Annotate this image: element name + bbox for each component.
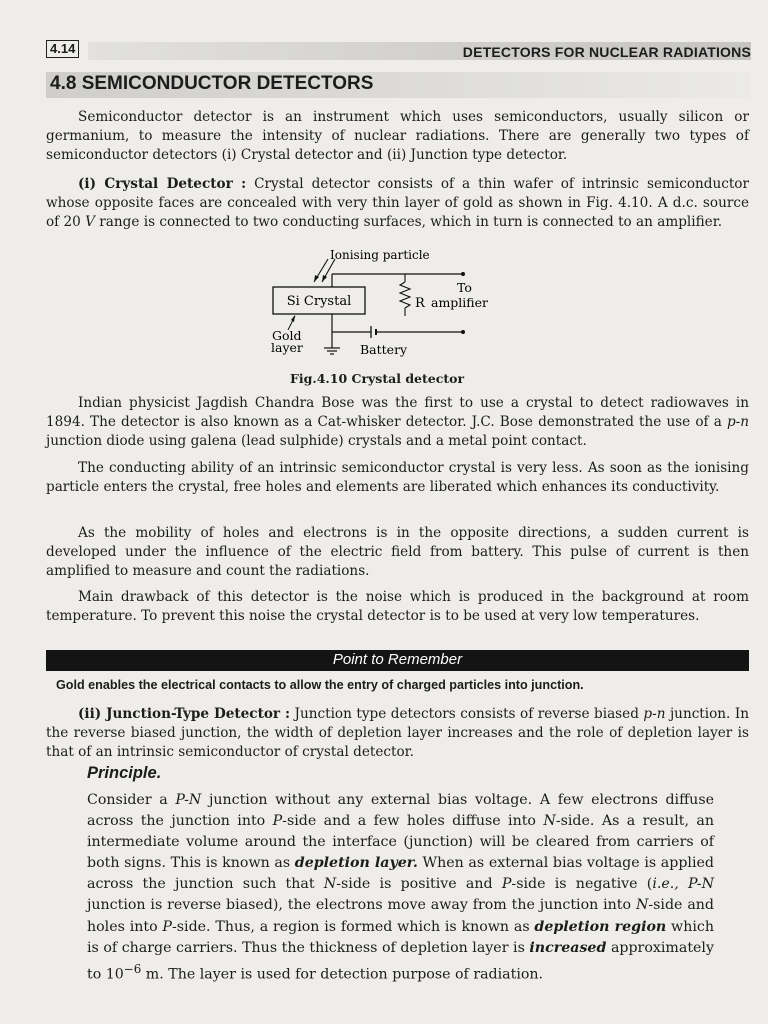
bose-paragraph [46, 394, 749, 451]
principle-text: approximately to 10 [87, 939, 714, 983]
principle-italic: i.e., P-N [652, 876, 714, 893]
crystal-text-1: Crystal detector consists of a thin wafer of intrinsic semiconductor whose opposite faces are concealed with very thin layer of gold as shown in Fig. 4.10. A d.c. source of 20 [46, 176, 749, 230]
principle-text: -side is positive and [336, 876, 502, 893]
principle-text: -side. Thus, a region is formed which is known as [171, 918, 535, 935]
bose-text-1: Indian physicist Jagdish Chandra Bose was the first to use a crystal to detect radiowaves in 1894. The detector is also known as a Cat-whisker detector. J.C. Bose demonstrated the use of a [46, 395, 749, 430]
crystal-voltage-symbol: V [85, 214, 95, 230]
conducting-paragraph [46, 459, 749, 497]
crystal-detector-figure [260, 244, 510, 374]
principle-heading: Principle. [87, 764, 162, 782]
page-header [46, 40, 751, 64]
intro-text: Semiconductor detector is an instrument which uses semiconductors, usually silicon or germanium, to measure the intensity of nuclear radiations. There are generally two types of semiconductor detectors (i) Crystal detector and (ii) Junction type detector. [46, 109, 749, 163]
point-to-remember-title: Point to Remember [332, 651, 463, 668]
circuit-diagram [260, 244, 510, 374]
principle-text: When as external bias voltage is applied across the junction such that [87, 855, 714, 893]
principle-text: junction without any external bias voltage. A few electrons diffuse across the junction into [87, 792, 714, 830]
junction-text-1: Junction type detectors consists of reverse biased [290, 706, 644, 722]
point-to-remember-bar [46, 650, 749, 671]
mobility-text: As the mobility of holes and electrons is in the opposite directions, a sudden current is developed under the influence of the electric field from battery. This pulse of current is then amplified to measure and count the radiations. [46, 525, 749, 579]
point-to-remember-text: Gold enables the electrical contacts to allow the entry of charged particles into junction. [56, 678, 584, 692]
principle-text: -side. As a result, an intermediate volume around the interface (junction) will be cleared from carriers of both signs. This is known as [87, 813, 714, 872]
conducting-text: The conducting ability of an intrinsic semiconductor crystal is very less. As soon as the ionising particle enters the crystal, free holes and elements are liberated which enhances its conductivity. [46, 460, 749, 495]
exponent: −6 [123, 961, 142, 976]
junction-detector-paragraph [46, 705, 749, 762]
resistor-icon [400, 282, 410, 308]
depletion-region-term: depletion region [534, 918, 667, 935]
principle-text: -side and a few holes diffuse into [282, 813, 544, 830]
crystal-text-2: range is connected to two conducting surfaces, which in turn is connected to an amplifier. [94, 214, 723, 230]
ionising-particle-label: Ionising particle [330, 248, 430, 262]
depletion-layer-term: depletion layer. [294, 855, 418, 872]
principle-italic: P [162, 918, 172, 935]
increased-term: increased [529, 939, 607, 956]
figure-caption: Fig.4.10 Crystal detector [290, 371, 465, 386]
principle-italic: P [272, 813, 283, 830]
principle-italic: P-N [175, 792, 202, 808]
principle-italic: N [323, 876, 337, 893]
principle-paragraph [87, 790, 714, 986]
page-number: 4.14 [46, 40, 79, 58]
resistor-label: R [415, 296, 425, 311]
crystal-detector-heading: (i) Crystal Detector : [78, 176, 247, 192]
principle-text: which is of charge carriers. Thus the thickness of depletion layer is [87, 918, 714, 956]
principle-italic: P [501, 876, 512, 893]
junction-pn: p-n [643, 706, 666, 722]
mobility-paragraph [46, 524, 749, 581]
drawback-paragraph [46, 588, 749, 626]
layer-label: layer [271, 340, 303, 355]
junction-text-2: junction. In the reverse biased junction, the width of depletion layer increases and the role of depletion layer is that of an intrinsic semiconductor of crystal detector. [46, 706, 750, 760]
gold-label: Gold [272, 328, 302, 343]
principle-text: m. The layer is used for detection purpose of radiation. [141, 966, 544, 983]
section-title: 4.8 SEMICONDUCTOR DETECTORS [50, 73, 374, 94]
battery-label: Battery [360, 342, 408, 357]
principle-text: -side is negative ( [511, 876, 653, 893]
to-label: To [457, 280, 472, 295]
bose-text-2: junction diode using galena (lead sulphide) crystals and a metal point contact. [46, 433, 587, 449]
principle-italic: N [543, 813, 556, 830]
bose-pn: p-n [726, 414, 749, 430]
drawback-text: Main drawback of this detector is the noise which is produced in the background at room temperature. To prevent this noise the crystal detector is to be used at very low temperatures. [46, 589, 749, 624]
amplifier-label: amplifier [431, 295, 489, 310]
principle-text: -side and holes into [87, 897, 715, 935]
principle-text: junction is reverse biased), the electrons move away from the junction into [87, 897, 636, 914]
crystal-detector-paragraph [46, 175, 749, 232]
principle-italic: N [635, 897, 649, 914]
junction-detector-heading: (ii) Junction-Type Detector : [78, 706, 291, 722]
si-crystal-label: Si Crystal [286, 294, 352, 309]
intro-paragraph [46, 108, 749, 165]
principle-text: Consider a [87, 792, 176, 808]
running-title: DETECTORS FOR NUCLEAR RADIATIONS [462, 44, 751, 60]
